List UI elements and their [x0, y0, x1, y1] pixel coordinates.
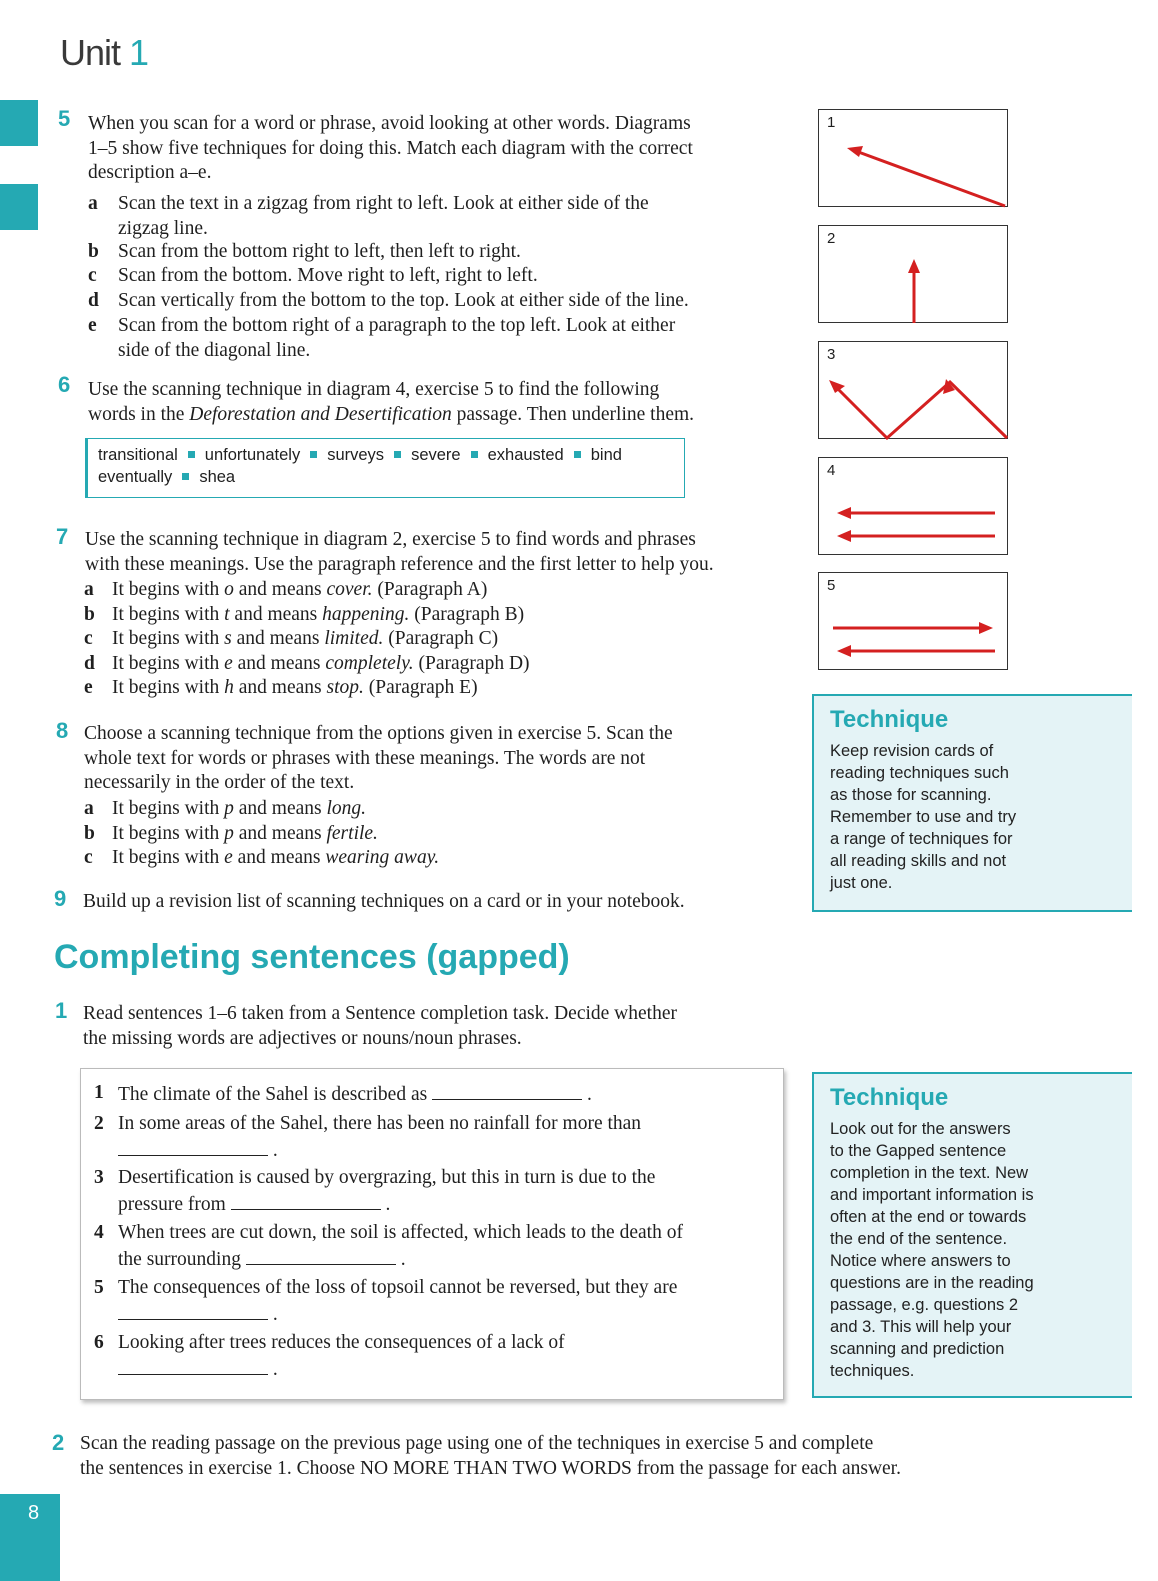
sentence-number: 5	[94, 1277, 104, 1298]
exercise-8-item	[84, 846, 784, 871]
item-text: and means	[233, 822, 327, 844]
bullet-square-icon	[471, 451, 478, 458]
exercise-5-item-d	[88, 289, 788, 314]
item-meaning: cover.	[326, 579, 373, 600]
sentence-number: 2	[94, 1113, 104, 1134]
item-text: Scan the text in a zigzag from right to left. Look at either side of the	[118, 193, 649, 214]
edge-tab-lower	[0, 184, 38, 230]
item-letter-cue: o	[224, 579, 234, 600]
bullet-square-icon	[394, 451, 401, 458]
exercise-7-item	[84, 578, 784, 603]
item-meaning: limited.	[324, 628, 384, 649]
item-letter: b	[84, 603, 95, 625]
item-text: side of the diagonal line.	[118, 339, 311, 361]
item-text: Scan from the bottom right to left, then left to right.	[118, 241, 521, 262]
sentence-number: 3	[94, 1167, 104, 1188]
exercise-8-instructions	[84, 722, 673, 796]
exercise-9-text: Build up a revision list of scanning techniques on a card or in your notebook.	[83, 891, 685, 912]
exercise-7-line: Use the scanning technique in diagram 2, exercise 5 to find words and phrases	[85, 529, 696, 550]
item-text: It begins with	[112, 677, 225, 698]
exercise-5-instructions	[88, 112, 693, 186]
exercise-6-instructions	[88, 378, 694, 427]
item-meaning: stop.	[326, 677, 364, 698]
paragraph-ref: (Paragraph C)	[383, 628, 499, 649]
answer-blank[interactable]	[118, 1137, 268, 1156]
item-letter: d	[88, 290, 99, 311]
page-number-tab	[0, 1494, 60, 1581]
item-text: It begins with	[112, 798, 225, 819]
item-letter: c	[84, 628, 93, 649]
exercise-5-item-a	[88, 192, 788, 242]
diagram-label: 4	[827, 462, 836, 479]
exercise-2-number: 2	[52, 1430, 65, 1455]
exercise-6-number: 6	[58, 372, 71, 397]
paragraph-ref: (Paragraph A)	[372, 579, 488, 600]
unit-word: Unit	[60, 32, 121, 73]
item-meaning: completely.	[325, 652, 414, 674]
bullet-square-icon	[310, 451, 317, 458]
item-letter: e	[88, 315, 97, 336]
item-letter: a	[84, 798, 94, 819]
diagram-label: 2	[827, 230, 836, 247]
sentence-number: 6	[94, 1332, 104, 1353]
item-text: It begins with	[112, 628, 225, 649]
item-text: Scan from the bottom. Move right to left, right to left.	[118, 265, 538, 286]
item-letter: c	[88, 265, 97, 286]
paragraph-ref: (Paragraph E)	[363, 677, 478, 698]
unit-title	[60, 32, 148, 74]
paragraph-ref: (Paragraph B)	[409, 603, 525, 625]
exercise-5-item-c	[88, 264, 788, 289]
item-letter-cue: e	[224, 652, 233, 674]
item-meaning: wearing away.	[325, 847, 440, 868]
technique-body: Look out for the answers to the Gapped sentence completion in the text. New and important information is often at the end or towards the end of the sentence. Notice where answers to questions are in the reading passage, e.g. questions 2 and 3. This will help your scanning and prediction techniques.	[830, 1120, 1034, 1380]
item-letter-cue: e	[224, 847, 233, 868]
sentence-text: Desertification is caused by overgrazing, but this in turn is due to the	[118, 1167, 656, 1188]
item-text: It begins with	[112, 652, 225, 674]
word-list-row	[98, 444, 674, 466]
exercise-8-item	[84, 797, 784, 822]
diagram-5	[818, 572, 1008, 670]
answer-blank[interactable]	[231, 1191, 381, 1210]
diagram-label: 1	[827, 114, 836, 131]
item-letter: a	[84, 579, 94, 600]
section-title: Completing sentences (gapped)	[54, 938, 570, 976]
exercise-7-line: with these meanings. Use the paragraph reference and the first letter to help you.	[85, 553, 714, 575]
exercise-7-item	[84, 676, 784, 701]
item-text: and means	[233, 798, 327, 819]
item-letter: b	[88, 241, 99, 262]
exercise-2-line: the sentences in exercise 1. Choose NO MORE THAN TWO WORDS from the passage for each answer.	[80, 1457, 901, 1479]
exercise-7-item	[84, 627, 784, 652]
item-text: It begins with	[112, 603, 225, 625]
exercise-2-instructions	[80, 1432, 901, 1481]
word: severe	[411, 446, 461, 464]
word: exhausted	[487, 446, 564, 464]
item-text: zigzag line.	[118, 217, 208, 239]
diagram-4	[818, 457, 1008, 555]
word: unfortunately	[204, 446, 301, 464]
technique-heading: Technique	[830, 1084, 949, 1111]
exercise-7-item	[84, 652, 784, 677]
item-text: and means	[232, 847, 326, 868]
diagram-3	[818, 341, 1008, 439]
item-meaning: happening.	[322, 603, 410, 625]
exercise-1-line: the missing words are adjectives or nouns/noun phrases.	[83, 1027, 522, 1049]
zigzag-arrow-icon	[819, 342, 1009, 440]
item-letter-cue: s	[224, 628, 232, 649]
item-text: Scan vertically from the bottom to the top. Look at either side of the line.	[118, 290, 689, 311]
item-letter: b	[84, 822, 95, 844]
paragraph-ref: (Paragraph D)	[413, 652, 530, 674]
sentence-text: The consequences of the loss of topsoil cannot be reversed, but they are	[118, 1277, 678, 1298]
item-text: and means	[233, 677, 327, 698]
exercise-8-line: necessarily in the order of the text.	[84, 772, 355, 793]
sentence-text: The climate of the Sahel is described as	[118, 1084, 428, 1105]
word: shea	[199, 468, 236, 486]
exercise-8-line: whole text for words or phrases with these meanings. The words are not	[84, 747, 646, 769]
bullet-square-icon	[188, 451, 195, 458]
item-letter: c	[84, 847, 93, 868]
bullet-square-icon	[182, 473, 189, 480]
exercise-5-line: When you scan for a word or phrase, avoid looking at other words. Diagrams	[88, 113, 691, 134]
sentence-5: 5 The consequences of the loss of topsoil cannot be reversed, but they are .	[94, 1277, 678, 1325]
technique-heading: Technique	[830, 706, 949, 733]
edge-tab-top	[0, 100, 38, 146]
exercise-6-line: Use the scanning technique in diagram 4, exercise 5 to find the following	[88, 379, 660, 400]
exercise-5-item-e	[88, 314, 788, 364]
alternating-arrows-icon	[819, 573, 1009, 671]
exercise-7-number: 7	[56, 524, 69, 549]
diagram-1	[818, 109, 1008, 207]
sentence-2: 2 In some areas of the Sahel, there has been no rainfall for more than .	[94, 1113, 642, 1161]
exercise-7-item	[84, 603, 784, 628]
word-list-row	[98, 466, 674, 488]
sentence-text: pressure from	[118, 1193, 226, 1215]
item-letter-cue: p	[224, 798, 234, 819]
exercise-8-number: 8	[56, 718, 69, 743]
answer-blank[interactable]	[118, 1356, 268, 1375]
item-text: and means	[229, 603, 323, 625]
item-letter-cue: h	[224, 677, 234, 698]
item-letter-cue: p	[224, 822, 234, 844]
item-letter: e	[84, 677, 93, 698]
answer-blank[interactable]	[118, 1301, 268, 1320]
item-text: and means	[233, 579, 327, 600]
exercise-1-line: Read sentences 1–6 taken from a Sentence completion task. Decide whether	[83, 1003, 677, 1024]
exercise-5-number: 5	[58, 106, 71, 131]
item-letter: d	[84, 652, 95, 674]
item-letter: a	[88, 193, 98, 214]
vertical-arrow-icon	[819, 226, 1009, 324]
exercise-9-number: 9	[54, 886, 67, 911]
item-letter-cue: t	[224, 603, 230, 625]
exercise-5-line: 1–5 show five techniques for doing this. Match each diagram with the correct	[88, 137, 693, 159]
word: surveys	[327, 446, 385, 464]
sentence-completion-box: 1 The climate of the Sahel is described as . 2 In some areas of the Sahel, there has been no rainfall for more than . 3 Desertification is caused by overgrazing, but this in turn is due to the pressure from . 4 When trees are cut down, the soil is affected, which leads to the death of the surrounding . 5 The consequences of the loss of topsoil cannot be reversed, but they are . 6 Looking after trees reduces the consequences of a lack of .	[80, 1068, 784, 1400]
exercise-6-text: words in the	[88, 403, 190, 425]
exercise-8-item	[84, 822, 784, 847]
item-meaning: long.	[326, 798, 367, 819]
diagram-label: 5	[827, 577, 836, 594]
technique-box-2	[812, 1072, 1132, 1398]
technique-box-1	[812, 694, 1132, 912]
page-number: 8	[28, 1502, 40, 1524]
word: bind	[590, 446, 622, 464]
sentence-6: 6 Looking after trees reduces the consequences of a lack of .	[94, 1332, 565, 1380]
sentence-3: 3 Desertification is caused by overgrazing, but this in turn is due to the pressure from .	[94, 1167, 656, 1215]
sentence-number: 1	[94, 1082, 104, 1103]
diagram-2	[818, 225, 1008, 323]
sentence-text: In some areas of the Sahel, there has been no rainfall for more than	[118, 1113, 642, 1134]
exercise-7-instructions	[85, 528, 714, 577]
exercise-8-line: Choose a scanning technique from the options given in exercise 5. Scan the	[84, 723, 673, 744]
exercise-2-line: Scan the reading passage on the previous page using one of the techniques in exercise 5 and complete	[80, 1433, 874, 1454]
answer-blank[interactable]	[246, 1246, 396, 1265]
unit-number: 1	[129, 32, 149, 73]
answer-blank[interactable]	[432, 1081, 582, 1100]
diagram-label: 3	[827, 346, 836, 363]
bullet-square-icon	[574, 451, 581, 458]
item-text: and means	[231, 628, 325, 649]
right-to-left-arrows-icon	[819, 458, 1009, 556]
word-list-box	[85, 438, 685, 498]
exercise-5-line: description a–e.	[88, 162, 212, 183]
word: transitional	[98, 446, 178, 464]
exercise-1-number: 1	[55, 998, 68, 1023]
technique-body: Keep revision cards of reading techniques such as those for scanning. Remember to use and try a range of techniques for all reading skills and not just one.	[830, 742, 1017, 892]
passage-title: Deforestation and Desertification	[189, 403, 452, 425]
exercise-5-item-b	[88, 240, 788, 265]
sentence-text: Looking after trees reduces the consequences of a lack of	[118, 1332, 565, 1353]
item-text: It begins with	[112, 579, 225, 600]
item-text: and means	[232, 652, 326, 674]
sentence-text: the surrounding	[118, 1248, 241, 1270]
word: eventually	[98, 468, 173, 486]
exercise-1-instructions	[83, 1002, 677, 1051]
diagonal-arrow-icon	[819, 110, 1009, 208]
exercise-6-text: passage. Then underline them.	[451, 403, 695, 425]
sentence-number: 4	[94, 1222, 104, 1243]
item-text: It begins with	[112, 847, 225, 868]
sentence-text: When trees are cut down, the soil is affected, which leads to the death of	[118, 1222, 683, 1243]
sentence-4: 4 When trees are cut down, the soil is affected, which leads to the death of the surrounding .	[94, 1222, 683, 1270]
item-meaning: fertile.	[326, 822, 378, 844]
item-text: It begins with	[112, 822, 225, 844]
item-text: Scan from the bottom right of a paragraph to the top left. Look at either	[118, 315, 676, 336]
